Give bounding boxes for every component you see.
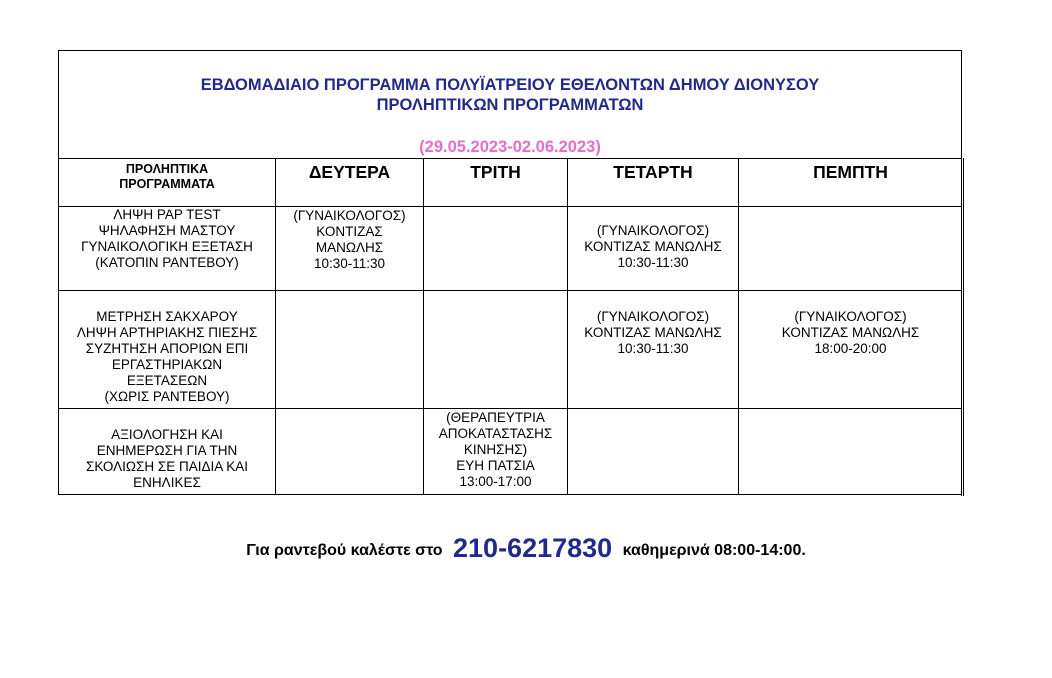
wednesday-cell (568, 291, 739, 409)
cell-line: ΕΡΓΑΣΤΗΡΙΑΚΩΝ (111, 357, 223, 372)
schedule-header (58, 50, 962, 158)
cell-line: ΕΝΗΛΙΚΕΣ (133, 475, 201, 490)
column-header-wednesday: ΤΕΤΑΡΤΗ (568, 159, 739, 207)
table-right-edge (961, 158, 964, 496)
cell-line: ΑΞΙΟΛΟΓΗΣΗ ΚΑΙ (111, 427, 223, 442)
schedule-table (58, 158, 963, 495)
cell-line: (ΚΑΤΟΠΙΝ ΡΑΝΤΕΒΟΥ) (95, 255, 239, 270)
tuesday-cell (424, 409, 568, 495)
cell-line: (ΓΥΝΑΙΚΟΛΟΓΟΣ) (794, 309, 907, 324)
cell-line: 13:00-17:00 (459, 474, 532, 489)
wednesday-cell (568, 207, 739, 291)
cell-line: ΚΟΝΤΙΖΑΣ ΜΑΝΩΛΗΣ (584, 239, 722, 254)
page-title (59, 75, 961, 115)
title-line-2: ΠΡΟΛΗΠΤΙΚΩΝ ΠΡΟΓΡΑΜΜΑΤΩΝ (376, 96, 644, 114)
cell-line: ΕΞΕΤΑΣΕΩΝ (126, 373, 208, 388)
row-header-line: ΠΡΟΓΡΑΜΜΑΤΑ (119, 177, 215, 191)
cell-line: ΜΑΝΩΛΗΣ (315, 240, 384, 255)
title-line-1: ΕΒΔΟΜΑΔΙΑΙΟ ΠΡΟΓΡΑΜΜΑ ΠΟΛΥΪΑΤΡΕΙΟΥ ΕΘΕΛΟΝΤΩΝ ΔΗΜΟΥ ΔΙΟΝΥΣΟΥ (200, 76, 820, 94)
table-header-row (59, 159, 963, 207)
cell-line: ΓΥΝΑΙΚΟΛΟΓΙΚΗ ΕΞΕΤΑΣΗ (81, 239, 253, 254)
cell-line: ΚΟΝΤΙΖΑΣ ΜΑΝΩΛΗΣ (584, 325, 722, 340)
cell-line: ΕΝΗΜΕΡΩΣΗ ΓΙΑ ΤΗΝ (96, 443, 238, 458)
cell-line: ΑΠΟΚΑΤΑΣΤΑΣΗΣ (438, 426, 553, 441)
footer-suffix: καθημερινά 08:00-14:00. (622, 542, 806, 559)
date-range: (29.05.2023-02.06.2023) (419, 138, 601, 156)
cell-line: 10:30-11:30 (313, 256, 386, 271)
cell-line: (ΓΥΝΑΙΚΟΛΟΓΟΣ) (596, 223, 710, 238)
column-header-thursday: ΠΕΜΠΤΗ (739, 159, 963, 207)
monday-cell (276, 409, 424, 495)
monday-cell (276, 207, 424, 291)
program-cell (59, 291, 276, 409)
cell-line: 10:30-11:30 (617, 341, 689, 356)
cell-line: (ΘΕΡΑΠΕΥΤΡΙΑ (446, 410, 545, 425)
cell-line: ΨΗΛΑΦΗΣΗ ΜΑΣΤΟΥ (98, 223, 236, 238)
cell-line: (ΓΥΝΑΙΚΟΛΟΓΟΣ) (293, 208, 406, 223)
cell-line: ΜΕΤΡΗΣΗ ΣΑΚΧΑΡΟΥ (96, 309, 238, 324)
phone-number: 210-6217830 (453, 533, 613, 563)
tuesday-cell (424, 291, 568, 409)
appointment-footer (0, 533, 1052, 564)
cell-line: 10:30-11:30 (617, 255, 689, 270)
program-cell (59, 207, 276, 291)
schedule-sheet (58, 50, 962, 495)
cell-line: ΕΥΗ ΠΑΤΣΙΑ (456, 458, 535, 473)
cell-line: ΣΥΖΗΤΗΣΗ ΑΠΟΡΙΩΝ ΕΠΙ (85, 341, 249, 356)
monday-cell (276, 291, 424, 409)
table-row (59, 207, 963, 291)
program-cell (59, 409, 276, 495)
wednesday-cell (568, 409, 739, 495)
row-header-line: ΠΡΟΛΗΠΤΙΚΑ (125, 162, 209, 176)
cell-line: (ΓΥΝΑΙΚΟΛΟΓΟΣ) (596, 309, 710, 324)
cell-line: (ΧΩΡΙΣ ΡΑΝΤΕΒΟΥ) (104, 389, 230, 404)
table-row (59, 291, 963, 409)
column-header-programs (59, 159, 276, 207)
tuesday-cell (424, 207, 568, 291)
column-header-monday: ΔΕΥΤΕΡΑ (276, 159, 424, 207)
cell-line: ΣΚΟΛΙΩΣΗ ΣΕ ΠΑΙΔΙΑ ΚΑΙ (85, 459, 249, 474)
thursday-cell (739, 207, 963, 291)
thursday-cell (739, 291, 963, 409)
table-row (59, 409, 963, 495)
cell-line: ΚΟΝΤΙΖΑΣ (316, 224, 383, 239)
cell-line: ΛΗΨΗ PAP TEST (113, 207, 221, 222)
cell-line: ΛΗΨΗ ΑΡΤΗΡΙΑΚΗΣ ΠΙΕΣΗΣ (76, 325, 258, 340)
thursday-cell (739, 409, 963, 495)
column-header-tuesday: ΤΡΙΤΗ (424, 159, 568, 207)
cell-line: ΚΙΝΗΣΗΣ) (463, 442, 528, 457)
cell-line: ΚΟΝΤΙΖΑΣ ΜΑΝΩΛΗΣ (781, 325, 920, 340)
cell-line: 18:00-20:00 (814, 341, 887, 356)
footer-prefix: Για ραντεβού καλέστε στο (246, 542, 443, 559)
